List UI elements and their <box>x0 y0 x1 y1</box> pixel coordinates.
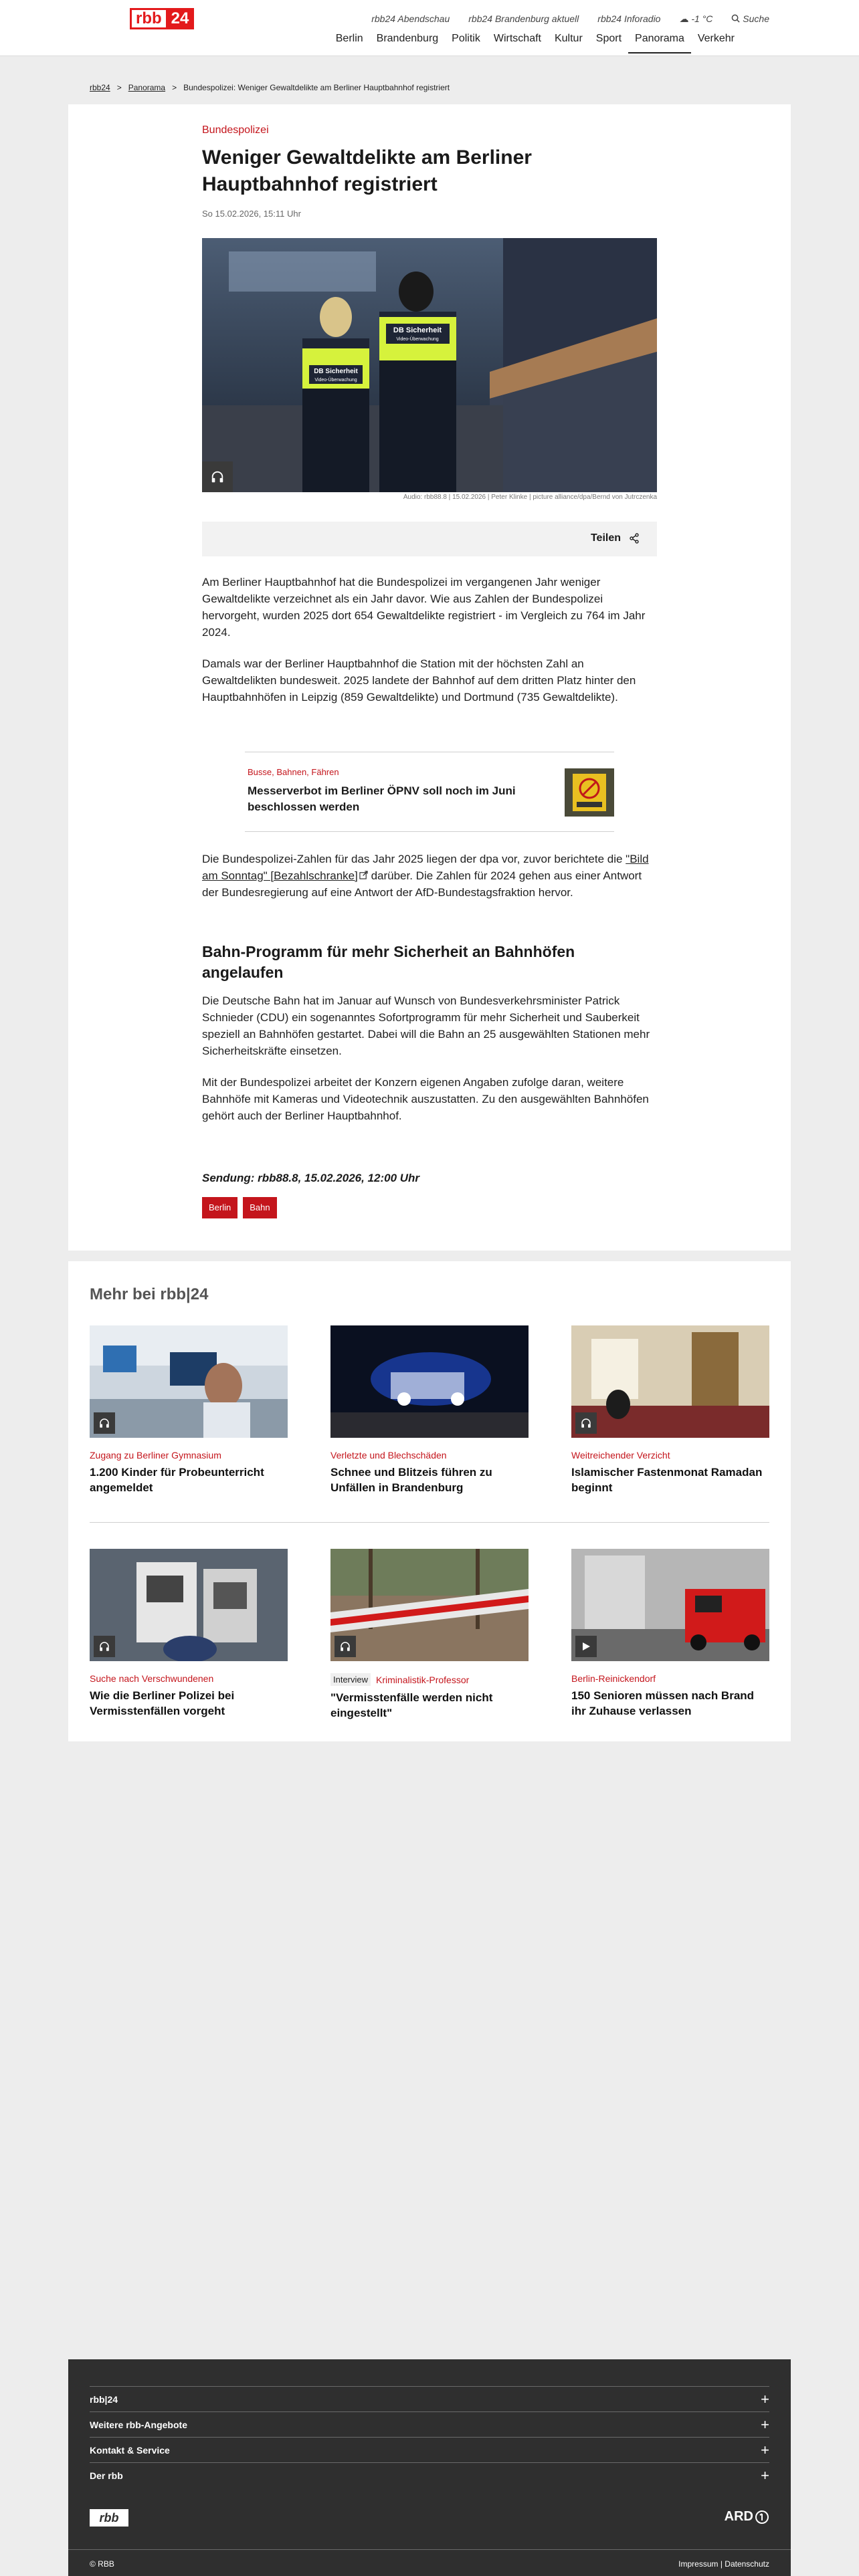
vest-subtext-right: Video-Überwachung <box>396 337 439 342</box>
inline-teaser[interactable] <box>245 752 614 832</box>
image-caption: Audio: rbb88.8 | 15.02.2026 | Peter Klinke | picture alliance/dpa/Bernd von Jutrczenka <box>403 494 657 501</box>
search-label: Suche <box>743 13 769 24</box>
audio-badge <box>94 1636 115 1657</box>
audio-badge <box>335 1636 356 1657</box>
headphones-icon <box>339 1640 351 1652</box>
site-header <box>0 0 859 56</box>
share-label: Teilen <box>590 532 621 544</box>
teaser-card[interactable] <box>330 1325 529 1495</box>
teaser-card[interactable] <box>571 1549 769 1719</box>
article-date: So 15.02.2026, 15:11 Uhr <box>202 209 301 219</box>
share-bar <box>202 522 657 556</box>
hero-illustration <box>202 238 657 492</box>
paragraph-3-intro: Die Bundespolizei-Zahlen für das Jahr 2025 liegen der dpa vor, zuvor berichtete die <box>202 853 626 865</box>
logo-24-text: 24 <box>166 8 195 29</box>
logo-rbb-text: rbb <box>130 8 166 29</box>
vest-text-right: DB Sicherheit <box>393 326 442 334</box>
footer-row-label: Kontakt & Service <box>90 2444 170 2456</box>
headphones-icon <box>580 1417 592 1429</box>
teaser-card-kicker: Weitreichender Verzicht <box>571 1450 670 1461</box>
nav-wirtschaft[interactable]: Wirtschaft <box>493 33 541 44</box>
footer-row-label: rbb|24 <box>90 2393 118 2405</box>
weather-widget[interactable] <box>679 13 712 25</box>
teaser-kicker: Busse, Bahnen, Fähren <box>248 767 339 777</box>
headphones-icon <box>98 1640 110 1652</box>
teaser-card[interactable] <box>90 1549 288 1719</box>
footer-accordion-kontakt[interactable] <box>90 2437 769 2462</box>
nav-panorama[interactable]: Panorama <box>628 29 691 53</box>
breadcrumb-separator: > <box>172 83 177 92</box>
ard-logo[interactable] <box>725 2509 769 2525</box>
ard-one-icon <box>755 2510 769 2525</box>
teaser-card-title: Schnee und Blitzeis führen zu Unfällen in Brandenburg <box>330 1466 492 1494</box>
article-paragraph-5: Mit der Bundespolizei arbeitet der Konzern eigenen Angaben zufolge daran, weitere Bahnhöfe mit Kameras und Videotechnik auszustatten. Zu den ausgewählten Bahnhöfen gehört auch der Berliner Hauptbahnhof. <box>202 1076 649 1122</box>
footer-row-label: Weitere rbb-Angebote <box>90 2419 187 2430</box>
teaser-card-kicker: Berlin-Reinickendorf <box>571 1673 656 1684</box>
search-icon <box>731 14 740 23</box>
breadcrumb-rbb24[interactable]: rbb24 <box>90 83 110 92</box>
vest-text-left: DB Sicherheit <box>314 368 358 375</box>
teaser-card-title: Islamischer Fastenmonat Ramadan beginnt <box>571 1466 763 1494</box>
breadcrumb-current: Bundespolizei: Weniger Gewaltdelikte am Berliner Hauptbahnhof registriert <box>183 83 450 92</box>
main-nav <box>329 29 741 53</box>
teaser-card[interactable] <box>571 1325 769 1495</box>
video-badge <box>575 1636 597 1657</box>
section-divider <box>90 1522 769 1523</box>
plus-icon: + <box>761 2466 769 2484</box>
teaser-thumbnail <box>565 768 614 817</box>
nav-brandenburg[interactable]: Brandenburg <box>376 33 439 44</box>
nav-sport[interactable]: Sport <box>595 33 622 44</box>
nav-berlin[interactable]: Berlin <box>335 33 363 44</box>
article-paragraph-1: Am Berliner Hauptbahnhof hat die Bundespolizei im vergangenen Jahr weniger Gewaltdelikte verzeichnet als ein Jahr davor. Wie aus Zahlen der Bundespolizei hervorgeht, wurden 2025 dort 654 Gewaltdelikte registriert - im Vergleich zu 764 im Jahr 2024. <box>202 576 646 639</box>
more-section <box>68 1261 791 1741</box>
teaser-title: Messerverbot im Berliner ÖPNV soll noch im Juni beschlossen werden <box>248 784 516 813</box>
interview-pill: Interview <box>330 1673 371 1686</box>
nav-kultur[interactable]: Kultur <box>554 33 583 44</box>
teaser-card-title: 150 Senioren müssen nach Brand ihr Zuhause verlassen <box>571 1689 755 1717</box>
article-subheadline: Bahn-Programm für mehr Sicherheit an Bahnhöfen angelaufen <box>202 943 575 981</box>
nav-politik[interactable]: Politik <box>452 33 480 44</box>
paragraph-3-rest: darüber. Die Zahlen für 2024 gehen aus einer Antwort der Bundesregierung auf eine Antwort der AfD-Bundestagsfraktion hervor. <box>202 869 642 899</box>
teaser-card-title: "Vermisstenfälle werden nicht eingestellt" <box>330 1691 493 1719</box>
play-icon <box>581 1642 591 1651</box>
plus-icon: + <box>761 2390 769 2407</box>
teaser-card-image <box>90 1325 288 1438</box>
teaser-card-kicker: Zugang zu Berliner Gymnasium <box>90 1450 221 1461</box>
teaser-card-image <box>330 1549 529 1661</box>
utility-link-abendschau[interactable]: rbb24 Abendschau <box>371 13 450 24</box>
tag-bahn[interactable]: Bahn <box>243 1197 276 1218</box>
copyright-text: © RBB <box>90 2559 114 2569</box>
teaser-card-title: 1.200 Kinder für Probeunterricht angemeldet <box>90 1466 264 1494</box>
audio-badge <box>94 1412 115 1434</box>
vest-subtext-left: Video-Überwachung <box>314 378 357 383</box>
breadcrumb <box>90 83 450 92</box>
audio-badge <box>575 1412 597 1434</box>
plus-icon: + <box>761 2416 769 2433</box>
cloud-icon: ☁ <box>679 13 689 24</box>
broadcast-info: Sendung: rbb88.8, 15.02.2026, 12:00 Uhr <box>202 1172 420 1184</box>
article-paragraph-3 <box>202 851 657 901</box>
utility-link-inforadio[interactable]: rbb24 Inforadio <box>597 13 661 24</box>
teaser-card[interactable] <box>90 1325 288 1495</box>
tag-berlin[interactable]: Berlin <box>202 1197 237 1218</box>
breadcrumb-separator: > <box>116 83 122 92</box>
footer-accordion-angebote[interactable] <box>90 2411 769 2437</box>
teaser-card-kicker: Suche nach Verschwundenen <box>90 1673 214 1684</box>
footer-accordion-rbb24[interactable] <box>90 2386 769 2411</box>
tag-list <box>202 1197 277 1218</box>
utility-link-brandenburg-aktuell[interactable]: rbb24 Brandenburg aktuell <box>468 13 579 24</box>
nav-verkehr[interactable]: Verkehr <box>697 33 735 44</box>
bild-am-sonntag-link[interactable]: "Bild am Sonntag" [Bezahlschranke] <box>202 853 649 882</box>
external-link-icon <box>359 871 368 879</box>
site-footer <box>68 2359 791 2576</box>
plus-icon: + <box>761 2441 769 2458</box>
article-card <box>68 104 791 1251</box>
search-button[interactable] <box>731 13 769 25</box>
article-paragraph-2: Damals war der Berliner Hauptbahnhof die Station mit der höchsten Zahl an Gewaltdelikten bundesweit. 2025 landete der Bahnhof auf dem dritten Platz hinter den Hauptbahnhöfen in Leipzig (859 Gewaltdelikte) und Dortmund (735 Gewaltdelikte). <box>202 657 636 704</box>
footer-rbb-logo[interactable]: rbb <box>90 2509 128 2527</box>
utility-nav <box>371 13 769 25</box>
teaser-card[interactable] <box>330 1549 529 1721</box>
audio-play-button[interactable] <box>202 461 233 492</box>
footer-row-label: Der rbb <box>90 2470 123 2481</box>
teaser-card-kicker: Kriminalistik-Professor <box>376 1674 470 1685</box>
share-button[interactable] <box>591 532 640 544</box>
article-kicker: Bundespolizei <box>202 124 269 136</box>
headphones-icon <box>210 469 225 484</box>
article-headline: Weniger Gewaltdelikte am Berliner Hauptbahnhof registriert <box>202 146 532 195</box>
rbb24-logo[interactable] <box>130 8 194 29</box>
weather-temperature: -1 °C <box>691 13 713 24</box>
breadcrumb-panorama[interactable]: Panorama <box>128 83 166 92</box>
share-icon <box>629 533 640 544</box>
headphones-icon <box>98 1417 110 1429</box>
teaser-card-image <box>90 1549 288 1661</box>
teaser-card-kicker: Verletzte und Blechschäden <box>330 1450 447 1461</box>
footer-bottom-bar <box>68 2549 791 2576</box>
teaser-card-image <box>571 1325 769 1438</box>
footer-legal-links[interactable]: Impressum | Datenschutz <box>678 2559 769 2569</box>
more-section-title: Mehr bei rbb|24 <box>90 1285 209 1303</box>
article-paragraph-4: Die Deutsche Bahn hat im Januar auf Wunsch von Bundesverkehrsminister Patrick Schnieder (CDU) ein sogenanntes Sofortprogramm für mehr Sicherheit und Sauberkeit speziell an Bahnhöfen gestartet. Dabei will die Bahn an 25 ausgewählten Stationen mehr Sicherheitskräfte einsetzen. <box>202 994 650 1057</box>
teaser-card-image <box>330 1325 529 1438</box>
footer-accordion-der-rbb[interactable] <box>90 2462 769 2488</box>
hero-image <box>202 238 657 492</box>
teaser-card-image <box>571 1549 769 1661</box>
teaser-card-title: Wie die Berliner Polizei bei Vermisstenfällen vorgeht <box>90 1689 235 1717</box>
ard-text: ARD <box>724 2509 753 2524</box>
